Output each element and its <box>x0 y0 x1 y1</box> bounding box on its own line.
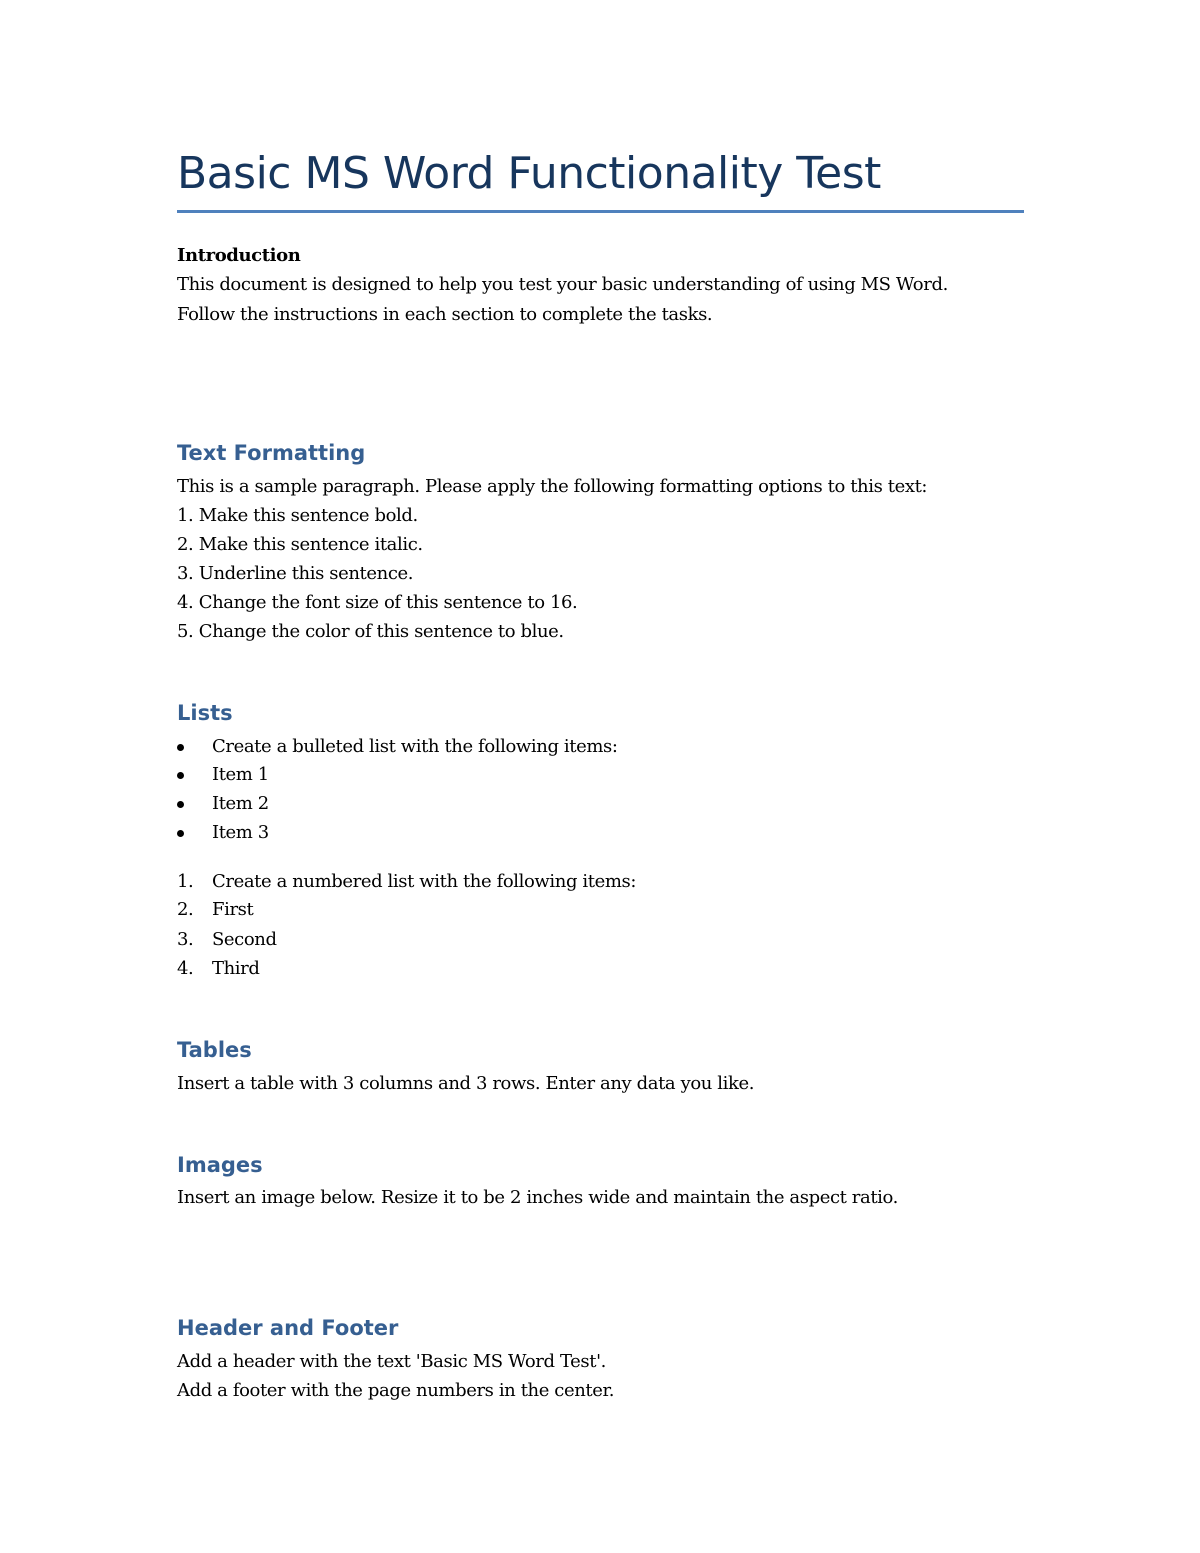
introduction-line-2: Follow the instructions in each section to complete the tasks. <box>177 304 713 325</box>
list-number: 2. <box>177 899 194 920</box>
formatting-item-3: 3. Underline this sentence. <box>177 563 414 584</box>
lists-heading: Lists <box>177 701 233 725</box>
list-number: 3. <box>177 929 194 950</box>
title-divider <box>177 210 1024 213</box>
bullet-list-item <box>177 733 977 761</box>
header-footer-line-1: Add a header with the text 'Basic MS Word Test'. <box>177 1351 606 1372</box>
numbered-item-text: Create a numbered list with the following items: <box>212 871 637 892</box>
formatting-item-5: 5. Change the color of this sentence to blue. <box>177 621 564 642</box>
tables-text: Insert a table with 3 columns and 3 rows. Enter any data you like. <box>177 1073 755 1094</box>
formatting-item-1: 1. Make this sentence bold. <box>177 505 418 526</box>
numbered-list-item <box>177 896 977 924</box>
bullet-icon <box>177 830 184 837</box>
numbered-list-item <box>177 955 977 983</box>
bullet-list-item <box>177 761 977 789</box>
text-formatting-intro: This is a sample paragraph. Please apply the following formatting options to this text: <box>177 476 928 497</box>
bullet-item-text: Item 2 <box>212 793 269 814</box>
numbered-item-text: Third <box>212 958 260 979</box>
introduction-heading: Introduction <box>177 245 301 266</box>
images-heading: Images <box>177 1153 263 1177</box>
list-number: 1. <box>177 871 194 892</box>
numbered-item-text: First <box>212 899 254 920</box>
list-number: 4. <box>177 958 194 979</box>
numbered-list-item <box>177 868 977 896</box>
bullet-icon <box>177 744 184 751</box>
bullet-list-item <box>177 790 977 818</box>
formatting-item-4: 4. Change the font size of this sentence to 16. <box>177 592 578 613</box>
bullet-icon <box>177 801 184 808</box>
formatting-item-2: 2. Make this sentence italic. <box>177 534 423 555</box>
numbered-item-text: Second <box>212 929 277 950</box>
bullet-item-text: Item 1 <box>212 764 269 785</box>
text-formatting-heading: Text Formatting <box>177 441 366 465</box>
bullet-list-item <box>177 819 977 847</box>
header-footer-line-2: Add a footer with the page numbers in the center. <box>177 1380 615 1401</box>
bullet-item-text: Item 3 <box>212 822 269 843</box>
header-footer-heading: Header and Footer <box>177 1316 399 1340</box>
introduction-line-1: This document is designed to help you test your basic understanding of using MS Word. <box>177 274 948 295</box>
tables-heading: Tables <box>177 1038 252 1062</box>
bullet-item-text: Create a bulleted list with the following items: <box>212 736 618 757</box>
bullet-icon <box>177 772 184 779</box>
images-text: Insert an image below. Resize it to be 2 inches wide and maintain the aspect ratio. <box>177 1187 898 1208</box>
document-title: Basic MS Word Functionality Test <box>177 148 881 199</box>
numbered-list-item <box>177 926 977 954</box>
